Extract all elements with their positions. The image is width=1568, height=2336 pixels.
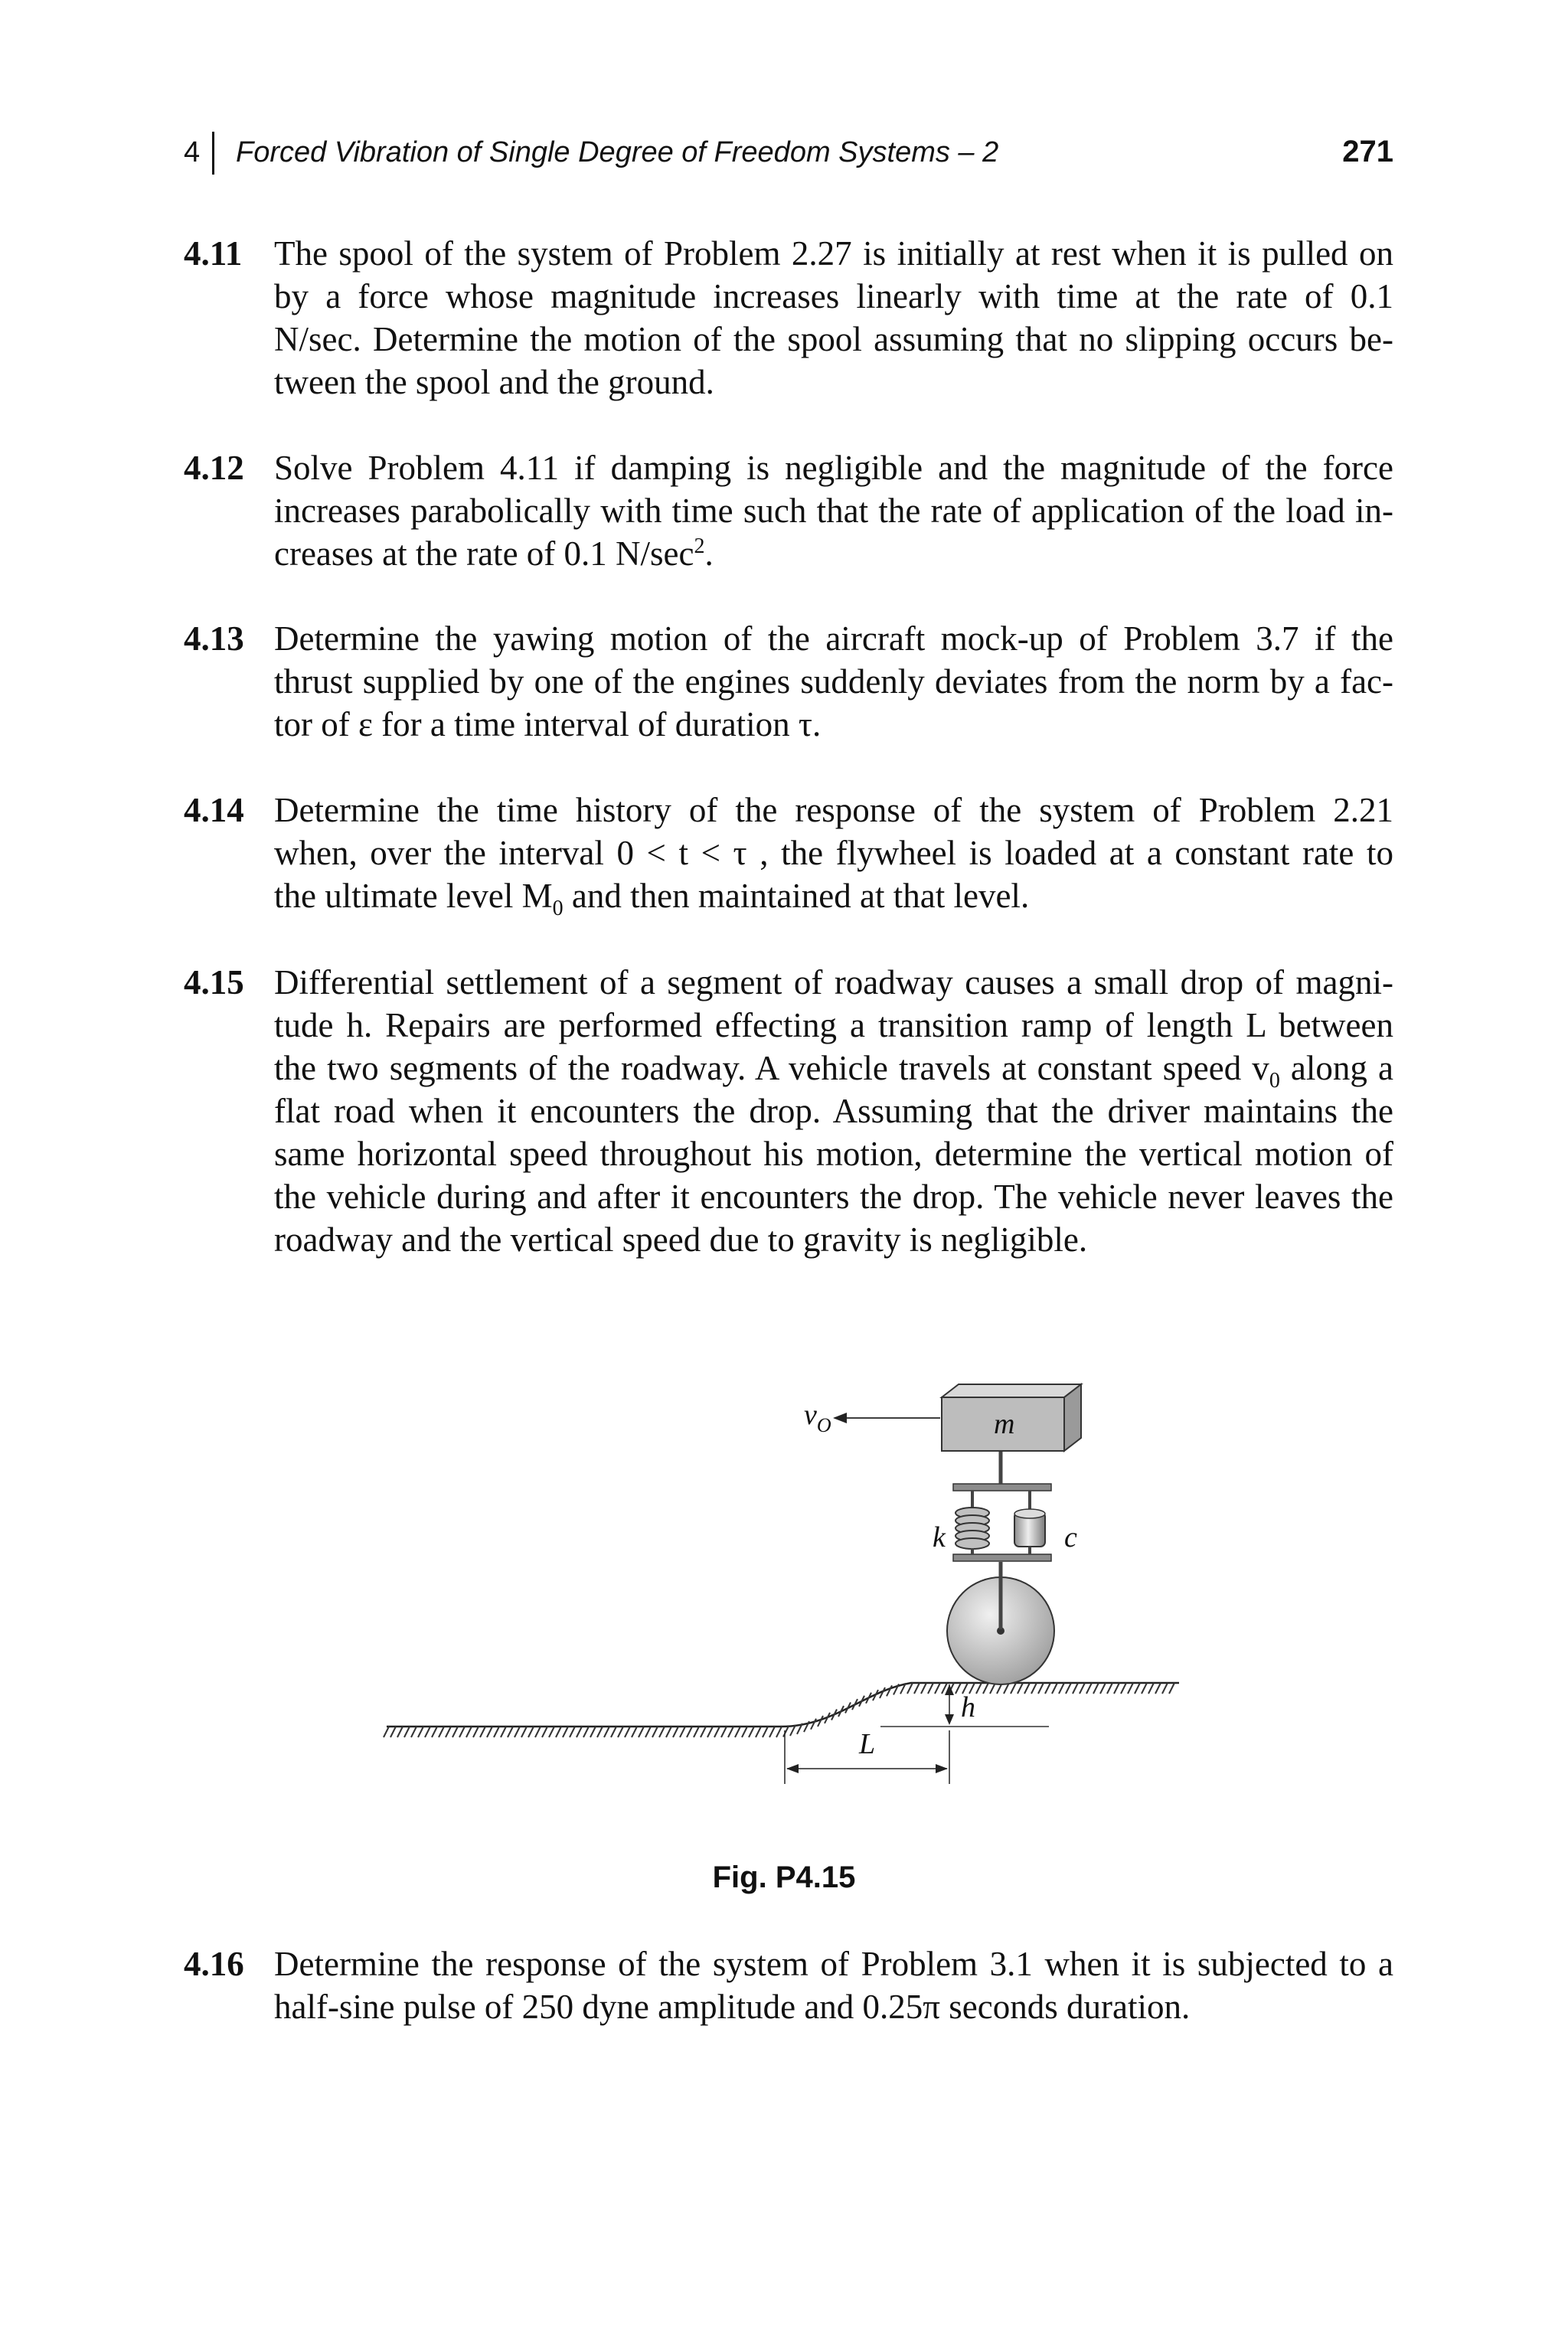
problem-4-13 [184, 617, 1393, 746]
damper [1014, 1491, 1077, 1554]
roadway [384, 1683, 1179, 1737]
problem-number: 4.14 [184, 791, 244, 829]
problem-number: 4.13 [184, 619, 244, 658]
ramp-length-dimension [785, 1728, 949, 1784]
problem-line-text: creases at the rate of 0.1 N/sec [274, 534, 694, 573]
mass-block [942, 1384, 1081, 1451]
problem-4-16 [184, 1942, 1393, 2028]
problem-line: same horizontal speed throughout his motion, determine the vertical motion of [274, 1135, 1393, 1173]
wheel [947, 1562, 1054, 1684]
problem-4-12 [184, 446, 1393, 575]
problem-line-text: the ultimate level M [274, 877, 553, 915]
problem-text [274, 1942, 1393, 2028]
figure-caption: Fig. P4.15 [712, 1861, 856, 1894]
problem-number: 4.11 [184, 234, 243, 273]
drop-label: h [961, 1691, 975, 1723]
mass-label: m [994, 1408, 1015, 1440]
problem-line: Determine the yawing motion of the aircraft mock-up of Problem 3.7 if the [274, 619, 1393, 658]
chapter-title: Forced Vibration of Single Degree of Freedom Systems – 2 [236, 136, 999, 168]
problem-line [274, 1047, 1393, 1093]
chapter-number: 4 [184, 136, 201, 168]
figure-p4-15 [375, 1325, 1210, 1861]
damper-label: c [1064, 1521, 1077, 1554]
upper-platform [953, 1484, 1051, 1491]
problem-line: Solve Problem 4.11 if damping is negligible and the magnitude of the force [274, 449, 1393, 487]
subscript: 0 [1269, 1069, 1280, 1093]
vehicle-ramp-diagram [375, 1325, 1210, 1861]
problem-line [274, 874, 1393, 920]
problem-number: 4.16 [184, 1945, 244, 1983]
subscript: 0 [552, 897, 564, 920]
problem-text [274, 232, 1393, 403]
problem-line: increases parabolically with time such that the rate of application of the load in- [274, 492, 1393, 530]
problem-line-end: along a [1279, 1049, 1393, 1087]
problem-line: the vehicle during and after it encounters the drop. The vehicle never leaves the [274, 1178, 1393, 1216]
problem-line: Determine the time history of the response of the system of Problem 2.21 [274, 791, 1393, 829]
problem-number: 4.12 [184, 449, 244, 487]
problem-number: 4.15 [184, 963, 244, 1001]
lower-platform [953, 1554, 1051, 1561]
problem-4-14 [184, 789, 1393, 920]
problem-line: Determine the response of the system of Problem 3.1 when it is subjected to a [274, 1945, 1393, 1983]
problem-line-end: . [704, 534, 714, 573]
problem-4-11 [184, 232, 1393, 403]
running-head [184, 130, 1393, 176]
problem-line: when, over the interval 0 < t < τ , the flywheel is loaded at a constant rate to [274, 834, 1393, 872]
ramp-length-label: L [859, 1728, 876, 1760]
drop-dimension [880, 1684, 1049, 1727]
page-number: 271 [1342, 135, 1393, 168]
problem-line: tor of ε for a time interval of duration τ. [274, 705, 822, 743]
problem-line-text: the two segments of the roadway. A vehicle travels at constant speed v [274, 1049, 1269, 1087]
problem-text [274, 789, 1393, 920]
superscript: 2 [694, 534, 705, 558]
problem-text [274, 617, 1393, 746]
problem-line: by a force whose magnitude increases linearly with time at the rate of 0.1 [274, 277, 1393, 315]
problem-line: thrust supplied by one of the engines suddenly deviates from the norm by a fac- [274, 662, 1393, 701]
problem-text [274, 446, 1393, 575]
problem-line: tween the spool and the ground. [274, 363, 714, 401]
problem-line: Differential settlement of a segment of roadway causes a small drop of magni- [274, 963, 1393, 1001]
spring-label: k [933, 1521, 946, 1554]
problem-line: tude h. Repairs are performed effecting a transition ramp of length L between [274, 1006, 1393, 1044]
problem-line-end: and then maintained at that level. [563, 877, 1030, 915]
problem-line: roadway and the vertical speed due to gravity is negligible. [274, 1220, 1088, 1259]
problem-line: The spool of the system of Problem 2.27 is initially at rest when it is pulled on [274, 234, 1393, 273]
spring [933, 1491, 989, 1554]
problem-line: half-sine pulse of 250 dyne amplitude and 0.25π seconds duration. [274, 1988, 1191, 2026]
problem-line: N/sec. Determine the motion of the spool assuming that no slipping occurs be- [274, 320, 1393, 358]
problem-4-15 [184, 961, 1393, 1261]
problem-text [274, 961, 1393, 1261]
problem-line [274, 532, 1393, 575]
velocity-arrow [804, 1399, 940, 1436]
header-divider [212, 132, 214, 175]
velocity-label: $v_O$ [804, 1399, 831, 1436]
problem-line: flat road when it encounters the drop. Assuming that the driver maintains the [274, 1092, 1393, 1130]
